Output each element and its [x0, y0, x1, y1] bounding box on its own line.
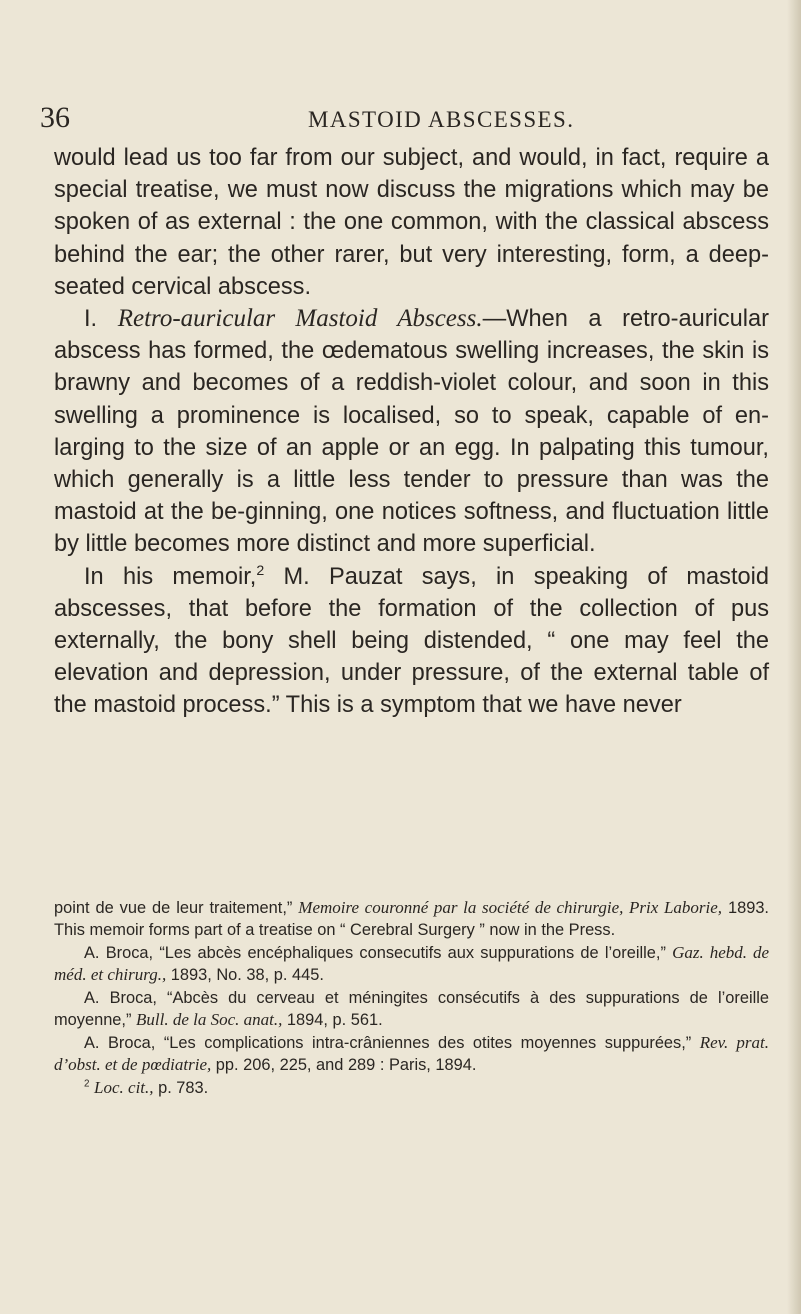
footnote-2	[54, 1077, 769, 1099]
paragraph-retro-auricular	[54, 303, 769, 561]
page-number: 36	[40, 101, 70, 134]
footnote-italic: Bull. de la Soc. anat.,	[136, 1010, 283, 1029]
footnote-continuation	[54, 897, 769, 941]
footnote-italic: Memoire couronné par la société de chirurgie, Prix Laborie,	[298, 898, 723, 917]
footnote-ref-2: 2	[256, 562, 265, 579]
body-text	[54, 142, 769, 722]
footnote-reference	[54, 1032, 769, 1076]
footnote-text: A. Broca, “Les abcès encéphaliques consecutifs aux suppurations de l’oreille,”	[84, 944, 673, 962]
footnote-text: 1893, No. 38, p. 445.	[166, 966, 324, 984]
footnote-reference	[54, 987, 769, 1031]
paragraph-pauzat	[54, 561, 769, 722]
running-head	[40, 98, 780, 138]
footnote-text: p. 783.	[153, 1079, 209, 1097]
footnote-reference	[54, 942, 769, 986]
section-heading: Retro-auricular Mastoid Abscess.	[117, 305, 483, 333]
footnote-text: 1894, p. 561.	[282, 1011, 383, 1029]
footnote-marker: 2	[84, 1078, 90, 1090]
section-text: —When a retro-auricular abscess has formed, the œdematous swelling increases, the skin is brawny and becomes of a reddish-violet colour, and soon in this swelling a prominence is localised, so to speak, capable of en-larging to the size of an apple or an egg. In palpating this tumour, which generally is a little less tender to pressure than was the mastoid at the be-ginning, one notices softness, and fluctuation little by little becomes more distinct and more superficial.	[54, 306, 770, 558]
footnote-text: point de vue de leur traitement,”	[54, 899, 299, 917]
pauzat-text-start: In his memoir,	[84, 563, 257, 590]
footnote-text: A. Broca, “Les complications intra-crâniennes des otites moyennes suppurées,”	[84, 1034, 700, 1052]
footnote-text: pp. 206, 225, and 289 : Paris, 1894.	[211, 1056, 477, 1074]
footnote-italic: Gaz. hebd. de méd. et chirurg.,	[54, 943, 769, 984]
footnote-text: 1893. This memoir forms part of a treatise on “ Cerebral Surgery ” now in the Press.	[54, 899, 769, 939]
page-edge-shadow	[787, 0, 801, 1314]
paragraph-continuation: would lead us too far from our subject, and would, in fact, require a special treatise, we must now discuss the migrations which may be spoken of as external : the one common, with the classical abscess behind the ear; the other rarer, but very interesting, form, a deep-seated cervical abscess.	[54, 145, 769, 300]
footnote-italic: Loc. cit.,	[94, 1078, 154, 1097]
running-title: MASTOID ABSCESSES.	[308, 107, 575, 132]
footnotes	[54, 897, 769, 1099]
footnote-italic: Rev. prat. d’obst. et de pœdiatrie,	[54, 1033, 769, 1074]
footnote-text: A. Broca, “Abcès du cerveau et méningites consécutifs à des suppurations de l’oreille moyenne,”	[54, 989, 769, 1029]
section-number: I.	[84, 306, 98, 333]
pauzat-text-rest: M. Pauzat says, in speaking of mastoid abscesses, that before the formation of the collection of pus externally, the bony shell being distended, “ one may feel the elevation and depression, under pressure, of the external table of the mastoid process.” This is a symptom that we have never	[54, 563, 769, 719]
